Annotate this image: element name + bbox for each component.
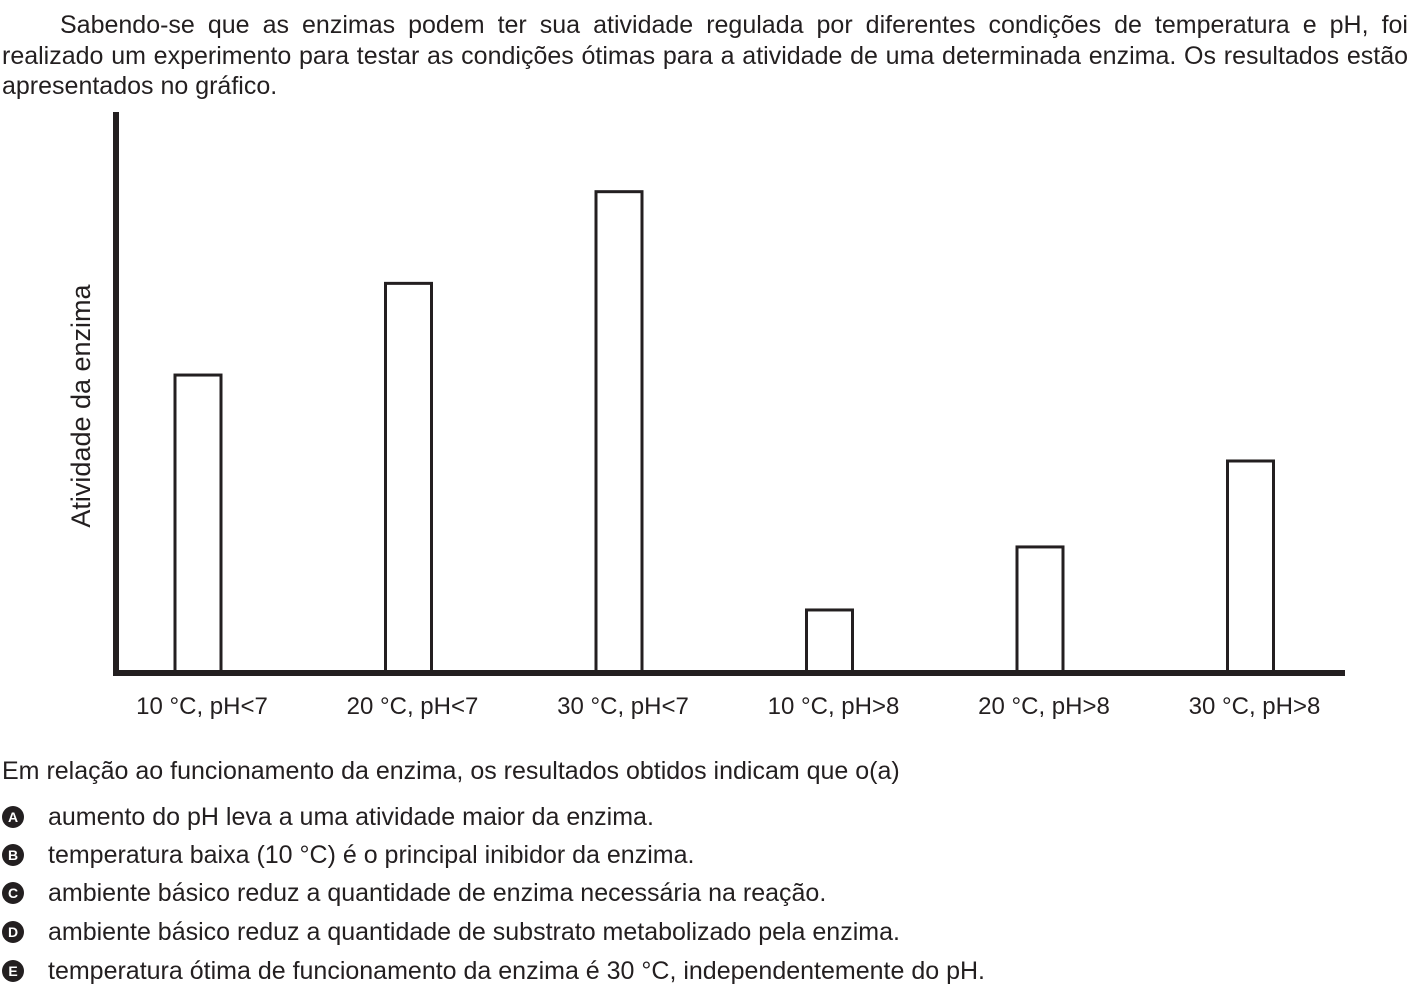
x-tick-label-6: 30 °C, pH>8 [1188,693,1321,720]
x-tick-label-3: 30 °C, pH<7 [557,693,689,720]
bar-2 [386,283,432,673]
x-tick-label-1: 10 °C, pH<7 [136,693,268,720]
option-d[interactable] [0,915,900,949]
option-e-badge: E [2,960,24,982]
option-a-text: aumento do pH leva a uma atividade maior da enzima. [48,802,654,831]
option-e[interactable] [0,954,985,988]
option-a[interactable] [0,800,654,834]
option-a-badge: A [2,806,24,828]
question-stem: Em relação ao funcionamento da enzima, os resultados obtidos indicam que o(a) [2,757,900,785]
option-c-badge: C [2,882,24,904]
intro-paragraph: Sabendo-se que as enzimas podem ter sua atividade regulada por diferentes condições de temperatura e pH, foi realizado um experimento para testar as condições ótimas para a atividade de uma determinada enzima. Os resultados estão apresentados no gráfico. [2,11,1408,100]
x-tick-labels [136,693,1320,720]
option-d-text: ambiente básico reduz a quantidade de substrato metabolizado pela enzima. [48,917,900,946]
option-b-text: temperatura baixa (10 °C) é o principal inibidor da enzima. [48,840,695,869]
bars-group [175,192,1274,673]
bar-4 [807,610,853,673]
bar-1 [175,375,221,673]
y-axis-label: Atividade da enzima [66,284,96,528]
enzyme-activity-bar-chart [0,100,1418,730]
option-c[interactable] [0,876,826,910]
bar-6 [1228,461,1274,673]
option-b-badge: B [2,844,24,866]
option-c-text: ambiente básico reduz a quantidade de enzima necessária na reação. [48,878,827,907]
bar-5 [1017,547,1063,673]
option-e-text: temperatura ótima de funcionamento da enzima é 30 °C, independentemente do pH. [48,956,985,985]
x-tick-label-4: 10 °C, pH>8 [767,693,900,720]
x-tick-label-5: 20 °C, pH>8 [978,693,1110,720]
bar-3 [596,192,642,673]
option-b[interactable] [0,838,694,872]
x-tick-label-2: 20 °C, pH<7 [346,693,479,720]
option-d-badge: D [2,921,24,943]
